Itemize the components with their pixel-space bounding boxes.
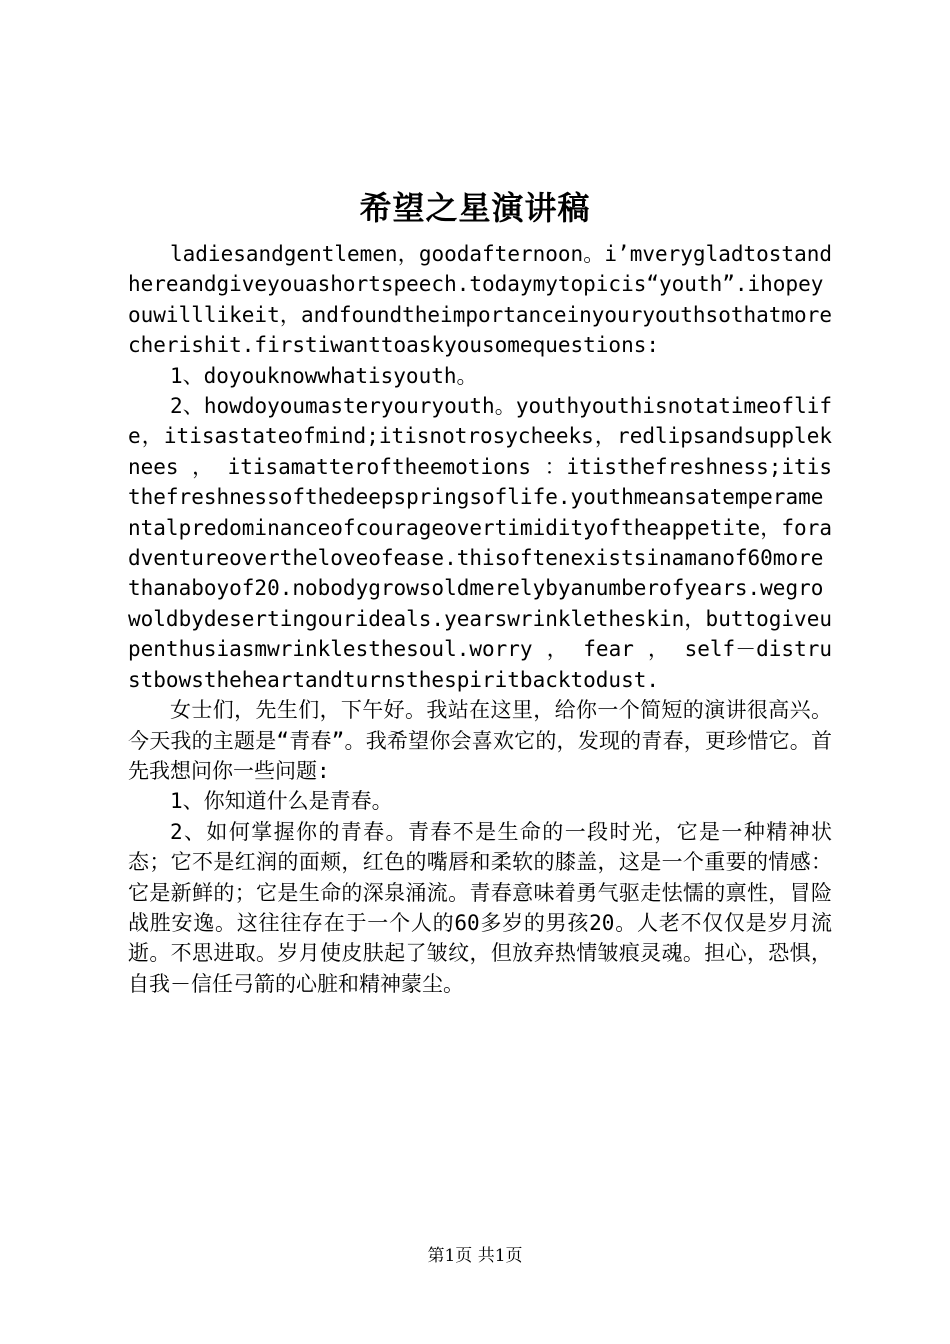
page-footer: 第1页 共1页 <box>427 1246 523 1266</box>
paragraph-english-intro: ladiesandgentlemen，goodafternoon。i’mverygladtostandhereandgiveyouashortspeech.todaymytopicis“youth”.ihopeyouwilllikeit，andfoundtheimportanceinyouryouthsothatmorecherishit.firstiwanttoaskyousomequestions: <box>128 242 832 358</box>
paragraph-chinese-question-1: 1、你知道什么是青春。 <box>170 789 393 814</box>
document-title: 希望之星演讲稿 <box>359 189 591 227</box>
paragraph-chinese-intro: 女士们，先生们，下午好。我站在这里，给你一个简短的演讲很高兴。今天我的主题是“青春”。我希望你会喜欢它的，发现的青春，更珍惜它。首先我想问你一些问题: <box>128 698 832 783</box>
paragraph-english-question-1: 1、doyouknowwhatisyouth。 <box>170 363 478 388</box>
paragraph-chinese-question-2: 2、如何掌握你的青春。青春不是生命的一段时光，它是一种精神状态；它不是红润的面颊，红色的嘴唇和柔软的膝盖，这是一个重要的情感：它是新鲜的；它是生命的深泉涌流。青春意味着勇气驱走怯懦的禀性，冒险战胜安逸。这往往存在于一个人的60多岁的男孩20。人老不仅仅是岁月流逝。不思进取。岁月使皮肤起了皱纹，但放弃热情皱痕灵魂。担心，恐惧，自我－信任弓箭的心脏和精神蒙尘。 <box>128 819 832 996</box>
document-body <box>128 239 832 999</box>
paragraph-english-question-2: 2、howdoyoumasteryouryouth。youthyouthisnotatimeoflife，itisastateofmind;itisnotrosycheeks，redlipsandsuppleknees ， itisamatteroftheemotions ：itisthefreshness;itisthefreshnessofthedeepspringsoflife.youthmeansatemperamentalpredominanceofcourageovertimidityoftheappetite，foradventureovertheloveofease.thisoftenexistsinamanof60morethanaboyof20.nobodygrowsoldmerelybyanumberofyears.wegrowoldbydesertingourideals.yearswrinkletheskin，buttogiveupenthusiasmwrinklesthesoul.worry ， fear ， self－distrustbowstheheartandturnsthespiritbacktodust. <box>128 394 832 692</box>
